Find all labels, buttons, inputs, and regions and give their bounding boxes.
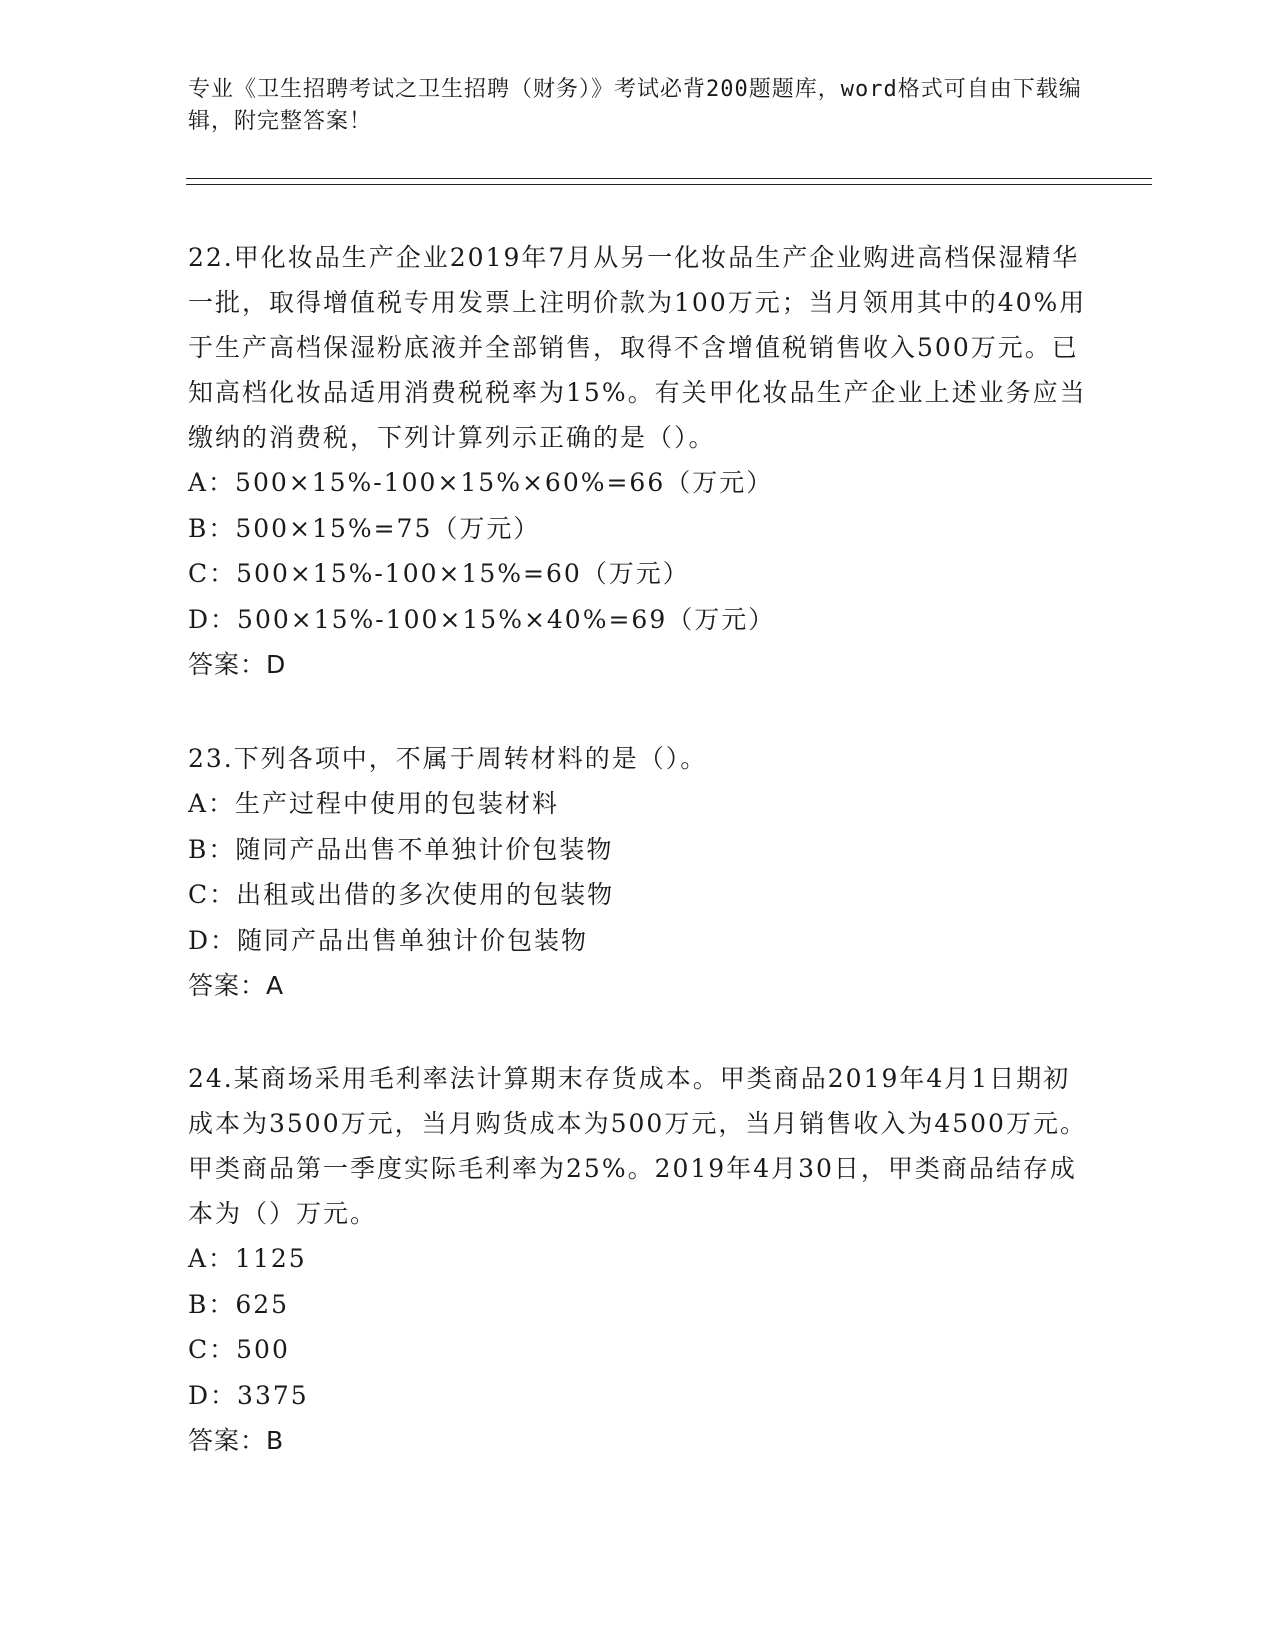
option-a: A：生产过程中使用的包装材料 bbox=[188, 789, 560, 818]
answer: 答案：D bbox=[188, 650, 287, 679]
question-text: 22.甲化妆品生产企业2019年7月从另一化妆品生产企业购进高档保湿精华一批，取得增值税专用发票上注明价款为100万元；当月领用其中的40%用于生产高档保湿粉底液并全部销售，取得不含增值税销售收入500万元。已知高档化妆品适用消费税税率为15%。有关甲化妆品生产企业上述业务应当缴纳的消费税，下列计算列示正确的是（）。 bbox=[188, 243, 1087, 452]
option-b: B：625 bbox=[188, 1289, 290, 1319]
option-c: C：500 bbox=[188, 1335, 290, 1364]
option-d: D：随同产品出售单独计价包装物 bbox=[188, 925, 589, 955]
header-divider-bottom bbox=[186, 184, 1152, 185]
question-text: 23.下列各项中，不属于周转材料的是（）。 bbox=[188, 744, 708, 773]
option-b: B：500×15%=75（万元） bbox=[188, 513, 541, 543]
document-header: 专业《卫生招聘考试之卫生招聘（财务）》考试必背200题题库，word格式可自由下载编辑，附完整答案！ bbox=[188, 77, 1082, 134]
option-d: D：3375 bbox=[188, 1380, 309, 1410]
option-a: A：1125 bbox=[188, 1244, 307, 1273]
answer: 答案：A bbox=[188, 971, 285, 1000]
option-b: B：随同产品出售不单独计价包装物 bbox=[188, 834, 614, 864]
question-22 bbox=[188, 235, 1088, 688]
option-c: C：500×15%-100×15%=60（万元） bbox=[188, 559, 690, 588]
question-24 bbox=[188, 1056, 1088, 1464]
question-text: 24.某商场采用毛利率法计算期末存货成本。甲类商品2019年4月1日期初成本为3500万元，当月购货成本为500万元，当月销售收入为4500万元。甲类商品第一季度实际毛利率为25%。2019年4月30日，甲类商品结存成本为（）万元。 bbox=[188, 1064, 1087, 1228]
option-d: D：500×15%-100×15%×40%=69（万元） bbox=[188, 604, 776, 634]
question-23 bbox=[188, 736, 1088, 1009]
header-divider-top bbox=[186, 178, 1152, 179]
answer: 答案：B bbox=[188, 1426, 285, 1455]
option-c: C：出租或出借的多次使用的包装物 bbox=[188, 880, 615, 909]
option-a: A：500×15%-100×15%×60%=66（万元） bbox=[188, 468, 774, 497]
